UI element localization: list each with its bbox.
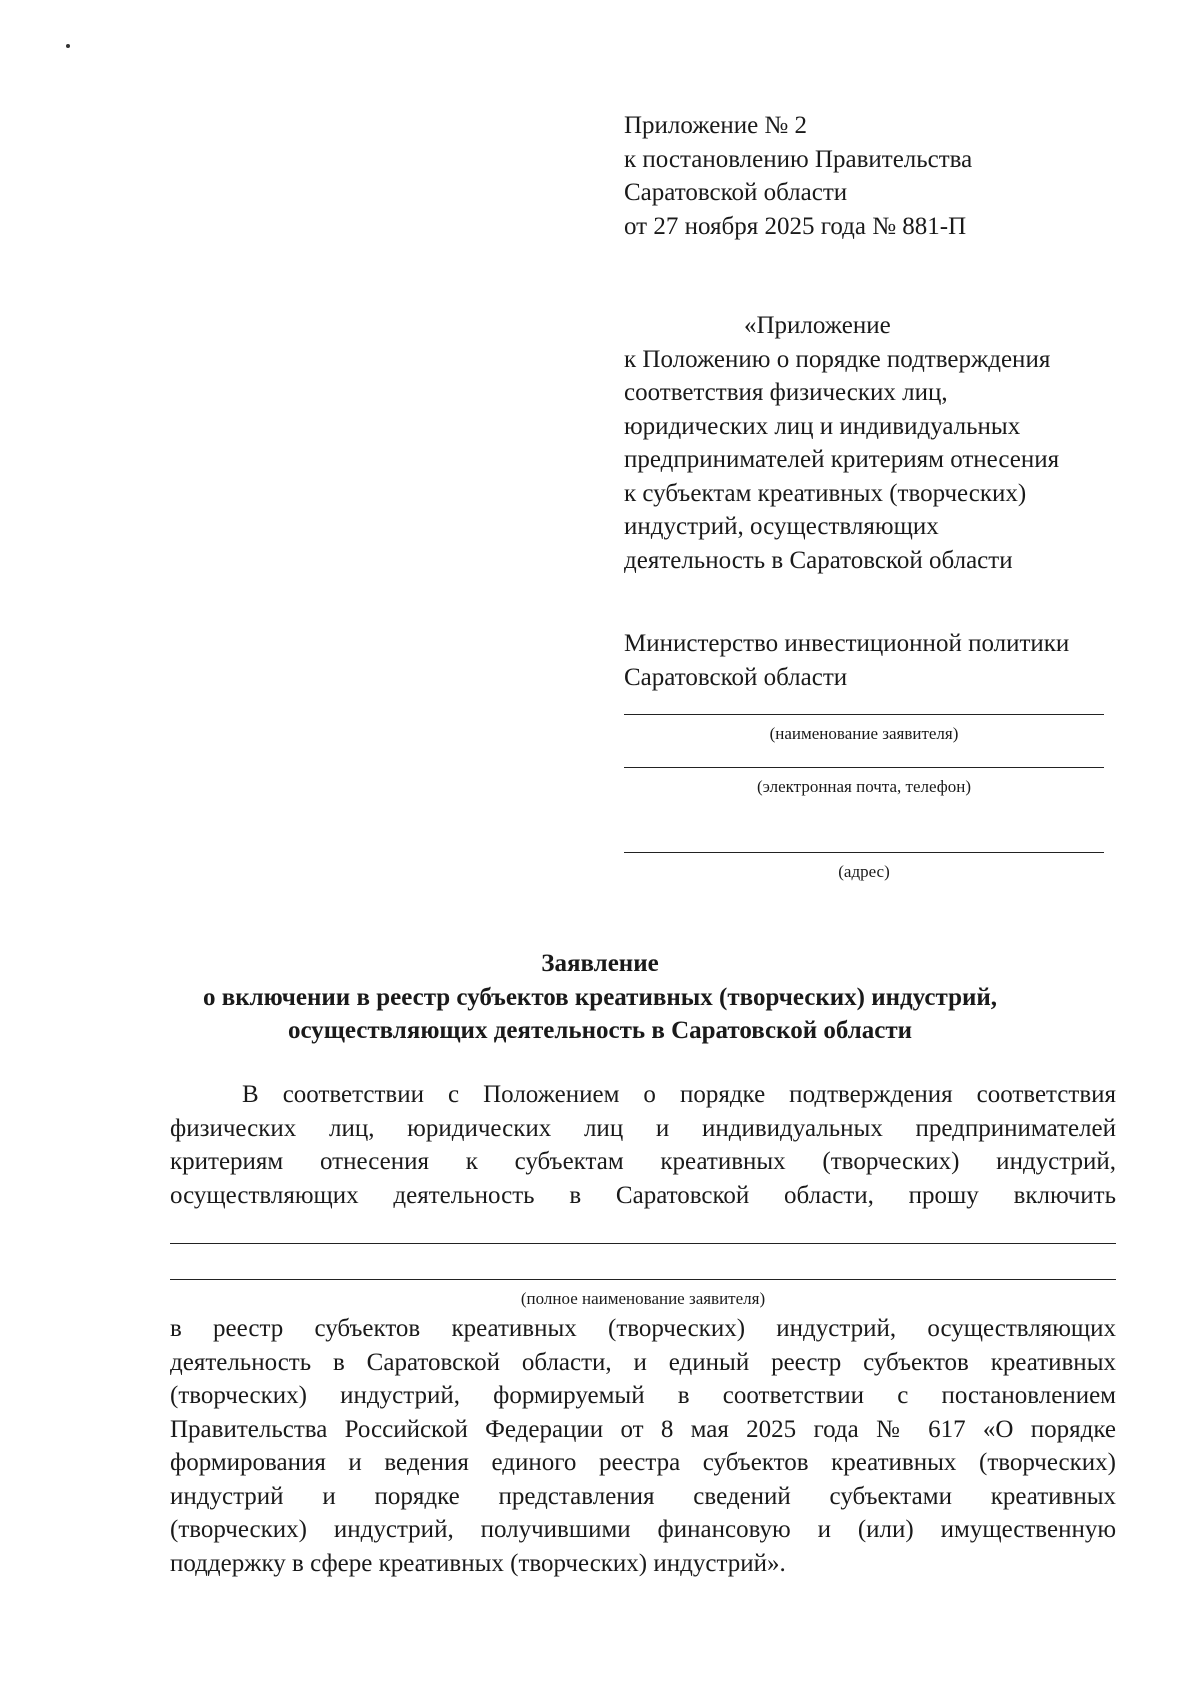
attachment-line: к постановлению Правительства: [624, 145, 973, 173]
sub-attachment-line: предпринимателей критериям отнесения: [624, 446, 1060, 473]
sub-attachment-line: юридических лиц и индивидуальных: [624, 412, 1021, 440]
body-line: физических лиц, юридических лиц и индивидуальных предпринимателей: [170, 1114, 1116, 1142]
contacts-field: [624, 767, 1104, 798]
full-name-caption: (полное наименование заявителя): [520, 1289, 766, 1308]
sub-attachment-line: к субъектам креативных (творческих): [624, 479, 1027, 507]
sub-attachment-line: деятельность в Саратовской области: [624, 546, 1013, 574]
sub-attachment-header: [624, 309, 1144, 577]
applicant-name-field: [624, 714, 1104, 745]
document-title: [120, 947, 1080, 1048]
title-line: осуществляющих деятельность в Саратовской области: [287, 1017, 913, 1044]
attachment-line: от 27 ноября 2025 года № 881-П: [624, 212, 967, 240]
fill-in-line: [624, 767, 1104, 768]
body-line: осуществляющих деятельность в Саратовской области, прошу включить: [170, 1181, 1116, 1209]
field-caption: (электронная почта, телефон): [756, 777, 972, 796]
body-line: (творческих) индустрий, получившими финансовую и (или) имущественную: [170, 1516, 1116, 1543]
full-name-fill-line: [170, 1279, 1116, 1280]
body-line: Правительства Российской Федерации от 8 мая 2025 года № 617 «О порядке: [170, 1415, 1116, 1443]
scan-mark: [66, 44, 70, 48]
body-paragraph-2: [170, 1312, 1116, 1580]
body-paragraph-1: [170, 1078, 1116, 1212]
fill-in-line: [624, 714, 1104, 715]
sub-attachment-line: соответствия физических лиц,: [624, 379, 948, 406]
sub-attachment-line: индустрий, осуществляющих: [624, 513, 939, 540]
address-field: [624, 852, 1104, 883]
body-line: в реестр субъектов креативных (творческих) индустрий, осуществляющих: [170, 1315, 1116, 1342]
full-name-fill-line: [170, 1243, 1116, 1244]
addressee: [624, 627, 1144, 694]
body-line: деятельность в Саратовской области, и единый реестр субъектов креативных: [170, 1348, 1116, 1376]
fill-in-line: [624, 852, 1104, 853]
field-caption: (наименование заявителя): [769, 724, 959, 743]
attachment-line: Саратовской области: [624, 179, 848, 206]
body-line: В соответствии с Положением о порядке подтверждения соответствия: [242, 1081, 1116, 1108]
attachment-header: [624, 109, 1144, 243]
title-line: о включении в реестр субъектов креативных (творческих) индустрий,: [202, 983, 998, 1011]
title-line: Заявление: [541, 950, 659, 977]
sub-attachment-line: «Приложение: [744, 312, 891, 339]
body-line: (творческих) индустрий, формируемый в соответствии с постановлением: [170, 1382, 1116, 1409]
field-caption: (адрес): [838, 862, 890, 881]
addressee-line: Саратовской области: [624, 663, 848, 691]
addressee-line: Министерство инвестиционной политики: [624, 630, 1070, 657]
body-line: формирования и ведения единого реестра субъектов креативных (творческих): [170, 1449, 1116, 1476]
sub-attachment-line: к Положению о порядке подтверждения: [624, 345, 1051, 373]
body-line: индустрий и порядке представления сведений субъектами креативных: [170, 1482, 1116, 1510]
body-line: критериям отнесения к субъектам креативных (творческих) индустрий,: [170, 1148, 1116, 1175]
body-line: поддержку в сфере креативных (творческих) индустрий».: [170, 1549, 786, 1577]
attachment-line: Приложение № 2: [624, 112, 808, 139]
